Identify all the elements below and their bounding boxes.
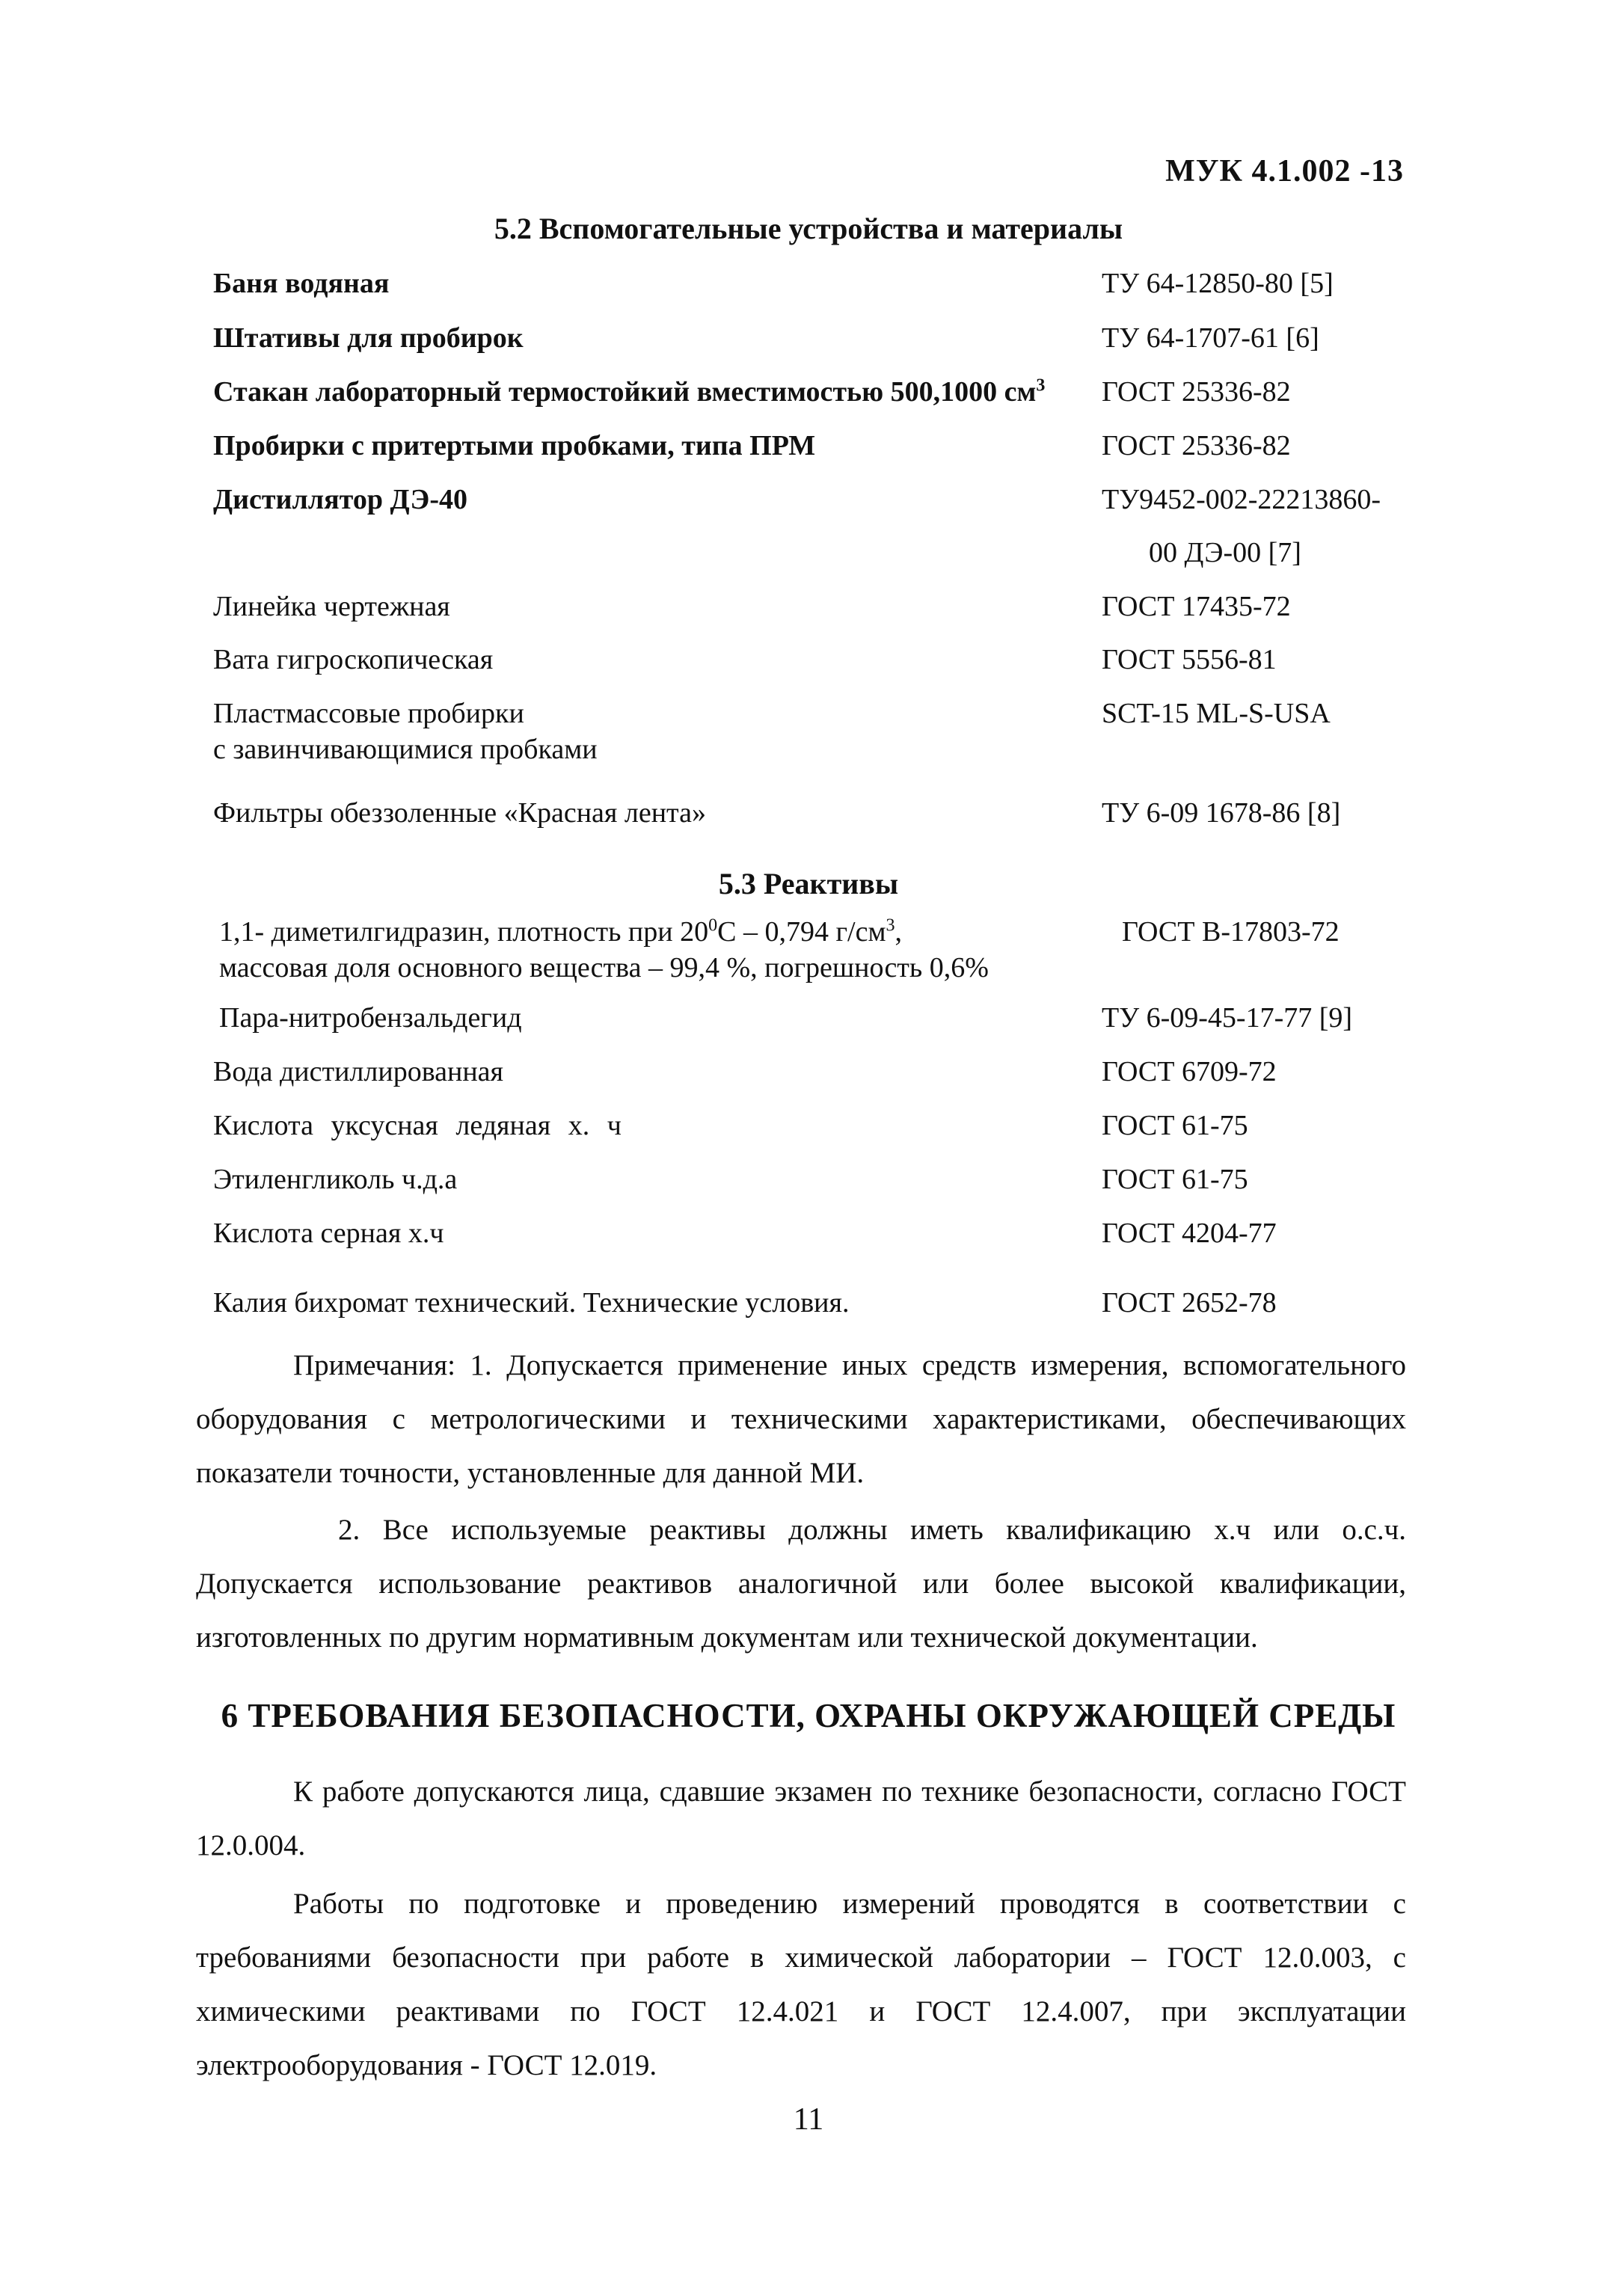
section-6-paragraph-1: К работе допускаются лица, сдавшие экзамен по технике безопасности, согласно ГОСТ 12.0.004. xyxy=(196,1775,1406,1861)
item-name: Вода дистиллированная xyxy=(213,1056,504,1087)
item-name: Вата гигроскопическая xyxy=(213,644,494,675)
item-reference: ГОСТ 25336-82 xyxy=(1102,376,1291,408)
item-name-line: с завинчивающимися пробками xyxy=(213,734,598,765)
item-name: Калия бихромат технический. Технические условия. xyxy=(213,1287,850,1319)
item-reference: ГОСТ 17435-72 xyxy=(1102,591,1291,622)
section-5-3-title: 5.3 Реактивы xyxy=(718,867,899,900)
item-name-text: С – 0,794 г/см xyxy=(717,916,886,948)
item-name-text: , xyxy=(895,916,903,948)
item-name-line: Пластмассовые пробирки xyxy=(213,698,524,729)
item-reference: ТУ 64-12850-80 [5] xyxy=(1102,268,1334,299)
item-name: Кислота серная х.ч xyxy=(213,1218,444,1249)
note-1: Примечания: 1. Допускается применение иных средств измерения, вспомогательного оборудования с метрологическими и техническими характеристиками, обеспечивающих показатели точности, установленные для данной МИ. xyxy=(196,1349,1406,1489)
item-name: Баня водяная xyxy=(213,268,390,299)
superscript: 0 xyxy=(708,915,718,936)
item-name: Дистиллятор ДЭ-40 xyxy=(213,484,467,515)
item-reference: ГОСТ В-17803-72 xyxy=(1122,916,1340,948)
item-reference: SCT-15 ML-S-USA xyxy=(1102,698,1331,729)
item-reference: ТУ 6-09 1678-86 [8] xyxy=(1102,797,1341,829)
item-name-text: 1,1- диметилгидразин, плотность при 20 xyxy=(219,916,709,948)
item-name-line: массовая доля основного вещества – 99,4 %, погрешность 0,6% xyxy=(219,952,989,983)
item-name: Пара-нитробензальдегид xyxy=(219,1002,522,1034)
item-name: Фильтры обеззоленные «Красная лента» xyxy=(213,797,706,829)
item-name xyxy=(213,374,1073,410)
document-code: МУК 4.1.002 -13 xyxy=(1165,154,1404,188)
item-name: Этиленгликоль ч.д.а xyxy=(213,1164,458,1195)
item-reference: ГОСТ 6709-72 xyxy=(1102,1056,1277,1087)
item-reference-continuation: 00 ДЭ-00 [7] xyxy=(1149,537,1301,568)
item-reference: ГОСТ 61-75 xyxy=(1102,1164,1248,1195)
item-reference: ГОСТ 5556-81 xyxy=(1102,644,1277,675)
item-reference: ГОСТ 25336-82 xyxy=(1102,430,1291,461)
item-name: Штативы для пробирок xyxy=(213,322,524,354)
page-number: 11 xyxy=(793,2102,824,2137)
item-name xyxy=(219,914,1079,986)
item-reference: ГОСТ 2652-78 xyxy=(1102,1287,1277,1319)
item-name xyxy=(213,696,1073,767)
item-reference: ТУ 64-1707-61 [6] xyxy=(1102,322,1319,354)
section-5-2-title: 5.2 Вспомогательные устройства и материалы xyxy=(494,212,1123,245)
item-reference: ГОСТ 61-75 xyxy=(1102,1110,1248,1141)
item-name-line xyxy=(219,914,1079,950)
item-name: Линейка чертежная xyxy=(213,591,450,622)
note-2: 2. Все используемые реактивы должны иметь квалификацию х.ч или о.с.ч. Допускается использование реактивов аналогичной или более высокой квалификации, изготовленных по другим нормативным документам или технической документации. xyxy=(196,1514,1406,1654)
section-6-title: 6 ТРЕБОВАНИЯ БЕЗОПАСНОСТИ, ОХРАНЫ ОКРУЖАЮЩЕЙ СРЕДЫ xyxy=(221,1697,1396,1734)
item-name-text: Стакан лабораторный термостойкий вместимостью 500,1000 см xyxy=(213,376,1037,408)
item-name: Кислота уксусная ледяная х. ч xyxy=(213,1110,622,1141)
superscript: 3 xyxy=(1036,375,1046,396)
item-reference: ТУ 6-09-45-17-77 [9] xyxy=(1102,1002,1353,1034)
section-6-paragraph-2: Работы по подготовке и проведению измерений проводятся в соответствии с требованиями безопасности при работе в химической лаборатории – ГОСТ 12.0.003, с химическими реактивами по ГОСТ 12.4.021 и ГОСТ 12.4.007, при эксплуатации электрооборудования - ГОСТ 12.019. xyxy=(196,1888,1406,2081)
superscript: 3 xyxy=(886,915,895,936)
item-reference: ГОСТ 4204-77 xyxy=(1102,1218,1277,1249)
item-name: Пробирки с притертыми пробками, типа ПРМ xyxy=(213,430,816,461)
item-reference: ТУ9452-002-22213860- xyxy=(1102,484,1381,515)
